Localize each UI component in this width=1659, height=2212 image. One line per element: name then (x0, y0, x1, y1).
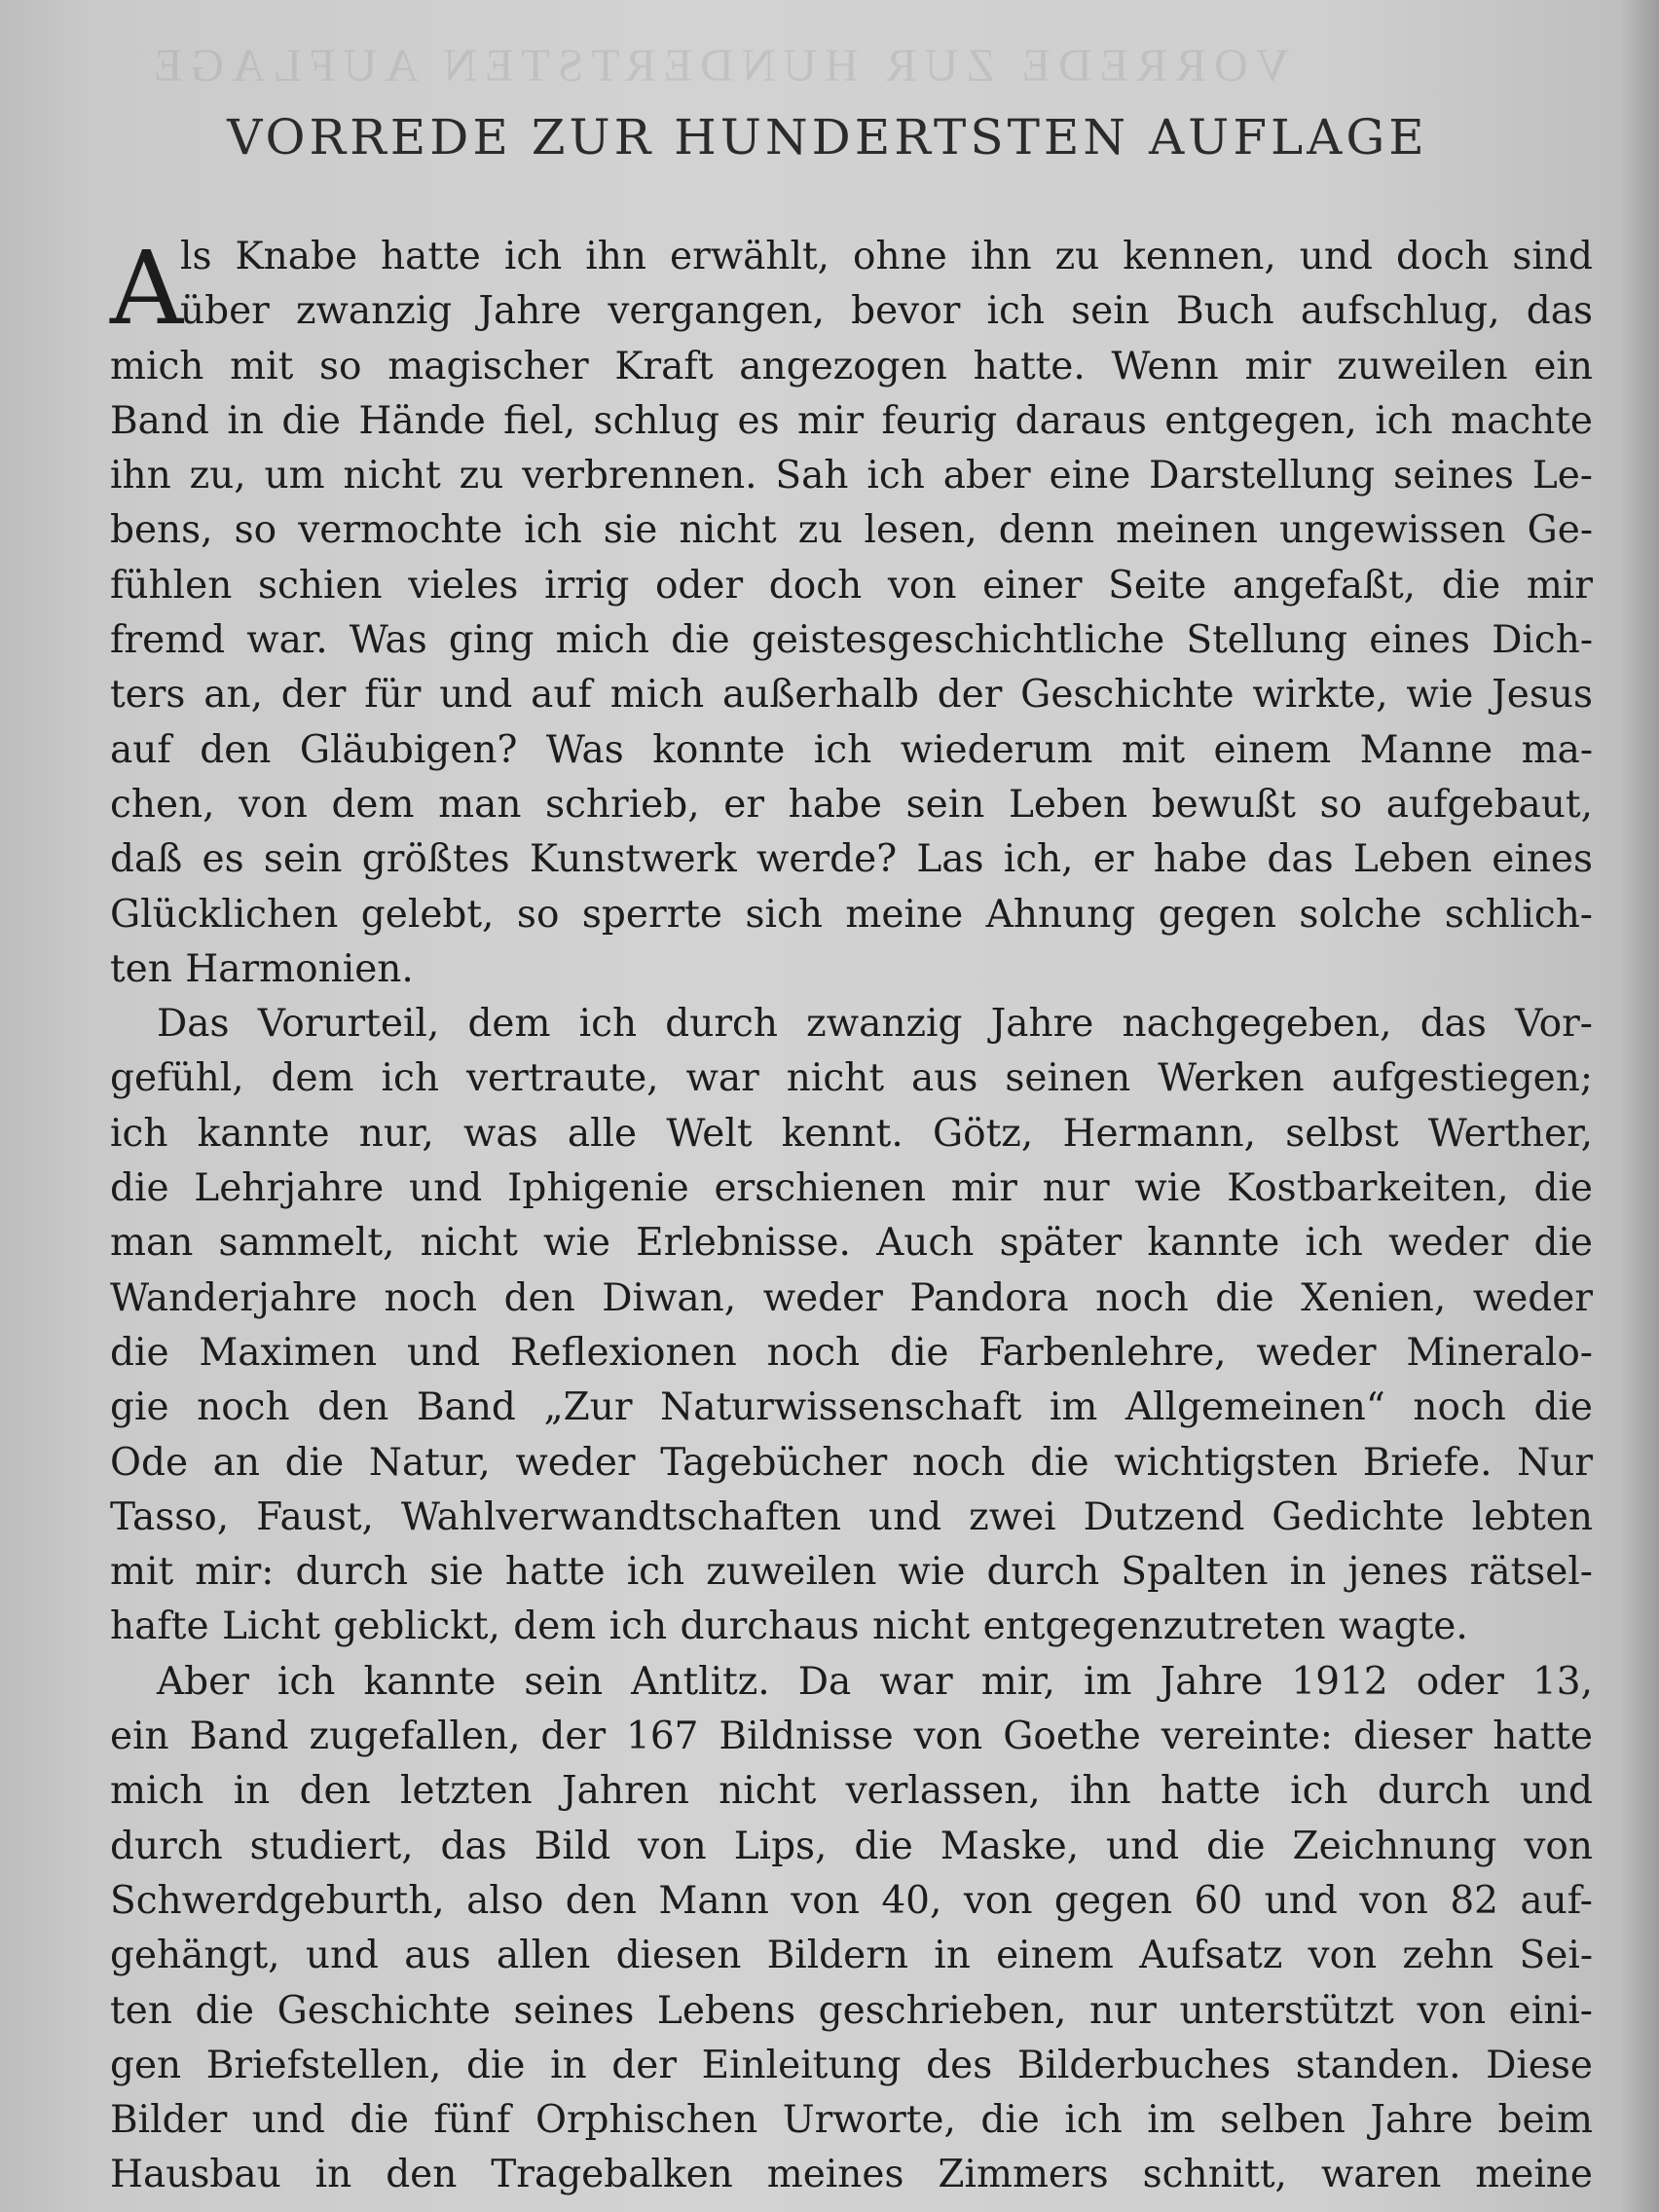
text-line: Das Vorurteil, dem ich durch zwanzig Jahre nachgegeben, das Vor- (157, 1002, 1593, 1047)
text-line: die Lehrjahre und Iphigenie erschienen mir nur wie Kostbarkeiten, die (110, 1166, 1593, 1211)
text-line: man sammelt, nicht wie Erlebnisse. Auch später kannte ich weder die (110, 1221, 1593, 1266)
text-line: bens, so vermochte ich sie nicht zu lesen, denn meinen ungewissen Ge- (110, 508, 1593, 553)
text-line: fühlen schien vieles irrig oder doch von einer Seite angefaßt, die mir (110, 563, 1593, 608)
text-line: Band in die Hände fiel, schlug es mir feurig daraus entgegen, ich machte (110, 398, 1593, 443)
text-line: Glücklichen gelebt, so sperrte sich meine Ahnung gegen solche schlich- (110, 892, 1593, 937)
text-line: mich mit so magischer Kraft angezogen hatte. Wenn mir zuweilen ein (110, 344, 1593, 388)
text-line: ters an, der für und auf mich außerhalb der Geschichte wirkte, wie Jesus (110, 673, 1593, 718)
text-line: daß es sein größtes Kunstwerk werde? Las ich, er habe das Leben eines (110, 837, 1593, 882)
text-line: gie noch den Band „Zur Naturwissenschaft im Allgemeinen“ noch die (110, 1385, 1593, 1430)
text-line: ls Knabe hatte ich ihn erwählt, ohne ihn zu kennen, und doch sind (180, 235, 1593, 278)
text-line: Hausbau in den Tragebalken meines Zimmers schnitt, waren meine (110, 2153, 1593, 2197)
text-line: Tasso, Faust, Wahlverwandtschaften und zwei Dutzend Gedichte lebten (110, 1494, 1593, 1539)
text-line: fremd war. Was ging mich die geistesgeschichtliche Stellung eines Dich- (110, 618, 1593, 663)
text-line: Bilder und die fünf Orphischen Urworte, die ich im selben Jahre beim (110, 2098, 1593, 2143)
text-line: chen, von dem man schrieb, er habe sein Leben bewußt so aufgebaut, (110, 782, 1593, 827)
body-text (110, 230, 1593, 2203)
text-line: ich kannte nur, was alle Welt kennt. Götz, Hermann, selbst Werther, (110, 1111, 1593, 1156)
drop-cap: A (110, 229, 184, 348)
text-line: ten die Geschichte seines Lebens geschrieben, nur unterstützt von eini- (110, 1988, 1593, 2033)
text-line: gefühl, dem ich vertraute, war nicht aus seinen Werken aufgestiegen; (110, 1056, 1593, 1101)
text-line: auf den Gläubigen? Was konnte ich wiederum mit einem Manne ma- (110, 727, 1593, 772)
text-line: mich in den letzten Jahren nicht verlassen, ihn hatte ich durch und (110, 1769, 1593, 1814)
page-edge-shadow (1620, 0, 1659, 2212)
text-line: mit mir: durch sie hatte ich zuweilen wie durch Spalten in jenes rätsel- (110, 1550, 1593, 1595)
text-line: ihn zu, um nicht zu verbrennen. Sah ich aber eine Darstellung seines Le- (110, 454, 1593, 498)
text-line: ten Harmonien. (110, 946, 414, 991)
text-line: Schwerdgeburth, also den Mann von 40, von gegen 60 und von 82 auf- (110, 1878, 1593, 1923)
text-line: Ode an die Natur, weder Tagebücher noch die wichtigsten Briefe. Nur (110, 1440, 1593, 1485)
text-line: ein Band zugefallen, der 167 Bildnisse von Goethe vereinte: dieser hatte (110, 1714, 1593, 1759)
text-line: Aber ich kannte sein Antlitz. Da war mir, im Jahre 1912 oder 13, (157, 1659, 1593, 1704)
text-line: Wanderjahre noch den Diwan, weder Pandora noch die Xenien, weder (110, 1275, 1593, 1320)
text-line: hafte Licht geblickt, dem ich durchaus nicht entgegenzutreten wagte. (110, 1604, 1468, 1649)
text-line: die Maximen und Reflexionen noch die Farbenlehre, weder Mineralo- (110, 1330, 1593, 1375)
text-line: gehängt, und aus allen diesen Bildern in einem Aufsatz von zehn Sei- (110, 1934, 1593, 1978)
text-line: gen Briefstellen, die in der Einleitung des Bilderbuches standen. Diese (110, 2043, 1593, 2087)
bleed-through-text: VORREDE ZUR HUNDERTSTEN AUFLAGE (146, 40, 1290, 92)
chapter-title: VORREDE ZUR HUNDERTSTEN AUFLAGE (227, 109, 1428, 166)
text-line: durch studiert, das Bild von Lips, die Maske, und die Zeichnung von (110, 1824, 1593, 1868)
text-line: über zwanzig Jahre vergangen, bevor ich sein Buch aufschlug, das (180, 289, 1593, 334)
